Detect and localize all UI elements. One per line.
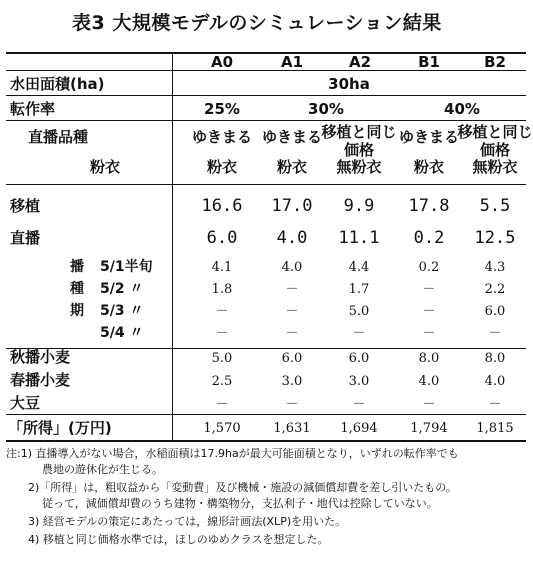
sowing-date: 5/3 〃 [100,303,144,319]
cell-value: 0.2 [413,228,445,248]
row-label-income: 「所得」(万円) [8,419,112,437]
cell-value: 5.0 [211,351,233,366]
cell-value: － [285,304,299,319]
table-title: 表3 大規模モデルのシミュレーション結果 [72,12,442,34]
row-divider [6,414,526,415]
cell-value: 1,815 [476,421,514,436]
cell-value: 3.0 [281,374,303,389]
cell-value: 8.0 [484,351,506,366]
cell-value: － [422,397,436,412]
cell-value: － [422,304,436,319]
cell-value: 5.5 [479,196,511,216]
cell-value: 1.7 [348,282,370,297]
column-header-b2: B2 [484,53,506,71]
cell-value: 2.2 [484,282,506,297]
cell-value: 4.4 [348,260,370,275]
variety-coat: 粉衣 [206,158,237,176]
cell-value: 2.5 [211,374,233,389]
cell-value: － [488,326,502,341]
cell-value: － [488,397,502,412]
cell-value: 4.1 [211,260,233,275]
cell-value: 17.8 [408,196,450,216]
note-line: 2)「所得」は，粗収益から「変動費」及び機械・施設の減価償却費を差し引いたもの。 [28,481,457,494]
cell-value: 1,694 [340,421,378,436]
conversion-rate-label: 転作率 [10,100,56,118]
row-divider [6,348,526,349]
cell-value: 12.5 [474,228,516,248]
variety-coat: 粉衣 [276,158,307,176]
paddy-area-value: 30ha [328,75,370,93]
cell-value: 4.0 [276,228,308,248]
note-line: 農地の遊休化が生じる。 [42,463,163,476]
variety-coat: 無粉衣 [336,158,382,176]
cell-value: 8.0 [418,351,440,366]
sowing-period-char: 播 [70,259,84,275]
cell-value: 1,631 [273,421,311,436]
cell-value: － [215,326,229,341]
conversion-rate-a12: 30% [308,100,344,118]
sowing-period-char: 種 [70,281,84,297]
row-label-autumn-wheat: 秋播小麦 [10,348,71,366]
cell-value: 4.0 [484,374,506,389]
cell-value: 3.0 [348,374,370,389]
cell-value: － [215,397,229,412]
sowing-date: 5/2 〃 [100,281,144,297]
cell-value: 5.0 [348,304,370,319]
cell-value: － [285,282,299,297]
cell-value: － [422,282,436,297]
results-table [6,52,533,442]
row-divider [6,95,526,96]
column-header-a1: A1 [280,53,304,71]
sowing-date: 5/1半旬 [100,259,153,275]
note-line: 注:1) 直播導入がない場合，水稲面積は17.9haが最大可能面積となり，いずれの転作率でも [6,447,459,460]
note-line: 3) 経営モデルの策定にあたっては，線形計画法(XLP)を用いた。 [28,515,347,528]
cell-value: 6.0 [281,351,303,366]
cell-value: 6.0 [206,228,238,248]
row-label-direct-seeding: 直播 [10,229,41,247]
cell-value: 1,794 [410,421,448,436]
cell-value: 1,570 [203,421,241,436]
column-header-b1: B1 [418,53,440,71]
row-divider [6,120,526,121]
cell-value: 1.8 [211,282,233,297]
row-divider [6,184,526,185]
row-label-spring-wheat: 春播小麦 [10,371,71,389]
conversion-rate-a: 25% [204,100,240,118]
variety-name: 移植と同じ価格 [457,123,533,159]
note-line: 従って，減価償却費のうち建物・構築物分，支払利子・地代は控除していない。 [42,497,438,510]
column-header-a2: A2 [348,53,372,71]
cell-value: 6.0 [484,304,506,319]
row-label-soybean: 大豆 [10,394,41,412]
column-divider [172,54,173,440]
cell-value: 4.0 [281,260,303,275]
cell-value: 0.2 [418,260,440,275]
cell-value: － [352,326,366,341]
cell-value: － [285,326,299,341]
cell-value: 11.1 [338,228,380,248]
variety-coat: 無粉衣 [472,158,518,176]
variety-label: 直播品種 [28,128,89,146]
conversion-rate-b: 40% [444,100,480,118]
sowing-date: 5/4 〃 [100,325,144,341]
row-label-transplant: 移植 [10,197,41,215]
row-divider [6,70,526,71]
variety-coat: 粉衣 [413,158,444,176]
cell-value: 4.0 [418,374,440,389]
variety-name: ゆきまる [191,128,252,146]
cell-value: 17.0 [271,196,313,216]
cell-value: － [352,397,366,412]
variety-name: ゆきまる [398,128,459,146]
cell-value: 4.3 [484,260,506,275]
cell-value: 6.0 [348,351,370,366]
cell-value: － [285,397,299,412]
sowing-period-char: 期 [70,303,84,319]
cell-value: － [422,326,436,341]
column-header-a0: A0 [210,53,234,71]
cell-value: 16.6 [201,196,243,216]
variety-name: ゆきまる [261,128,322,146]
cell-value: 9.9 [343,196,375,216]
coat-label: 粉衣 [90,158,121,176]
paddy-area-label: 水田面積(ha) [10,75,105,93]
cell-value: － [215,304,229,319]
variety-name: 移植と同じ価格 [321,123,397,159]
note-line: 4) 移植と同じ価格水準では，ほしのゆめクラスを想定した。 [28,533,329,546]
